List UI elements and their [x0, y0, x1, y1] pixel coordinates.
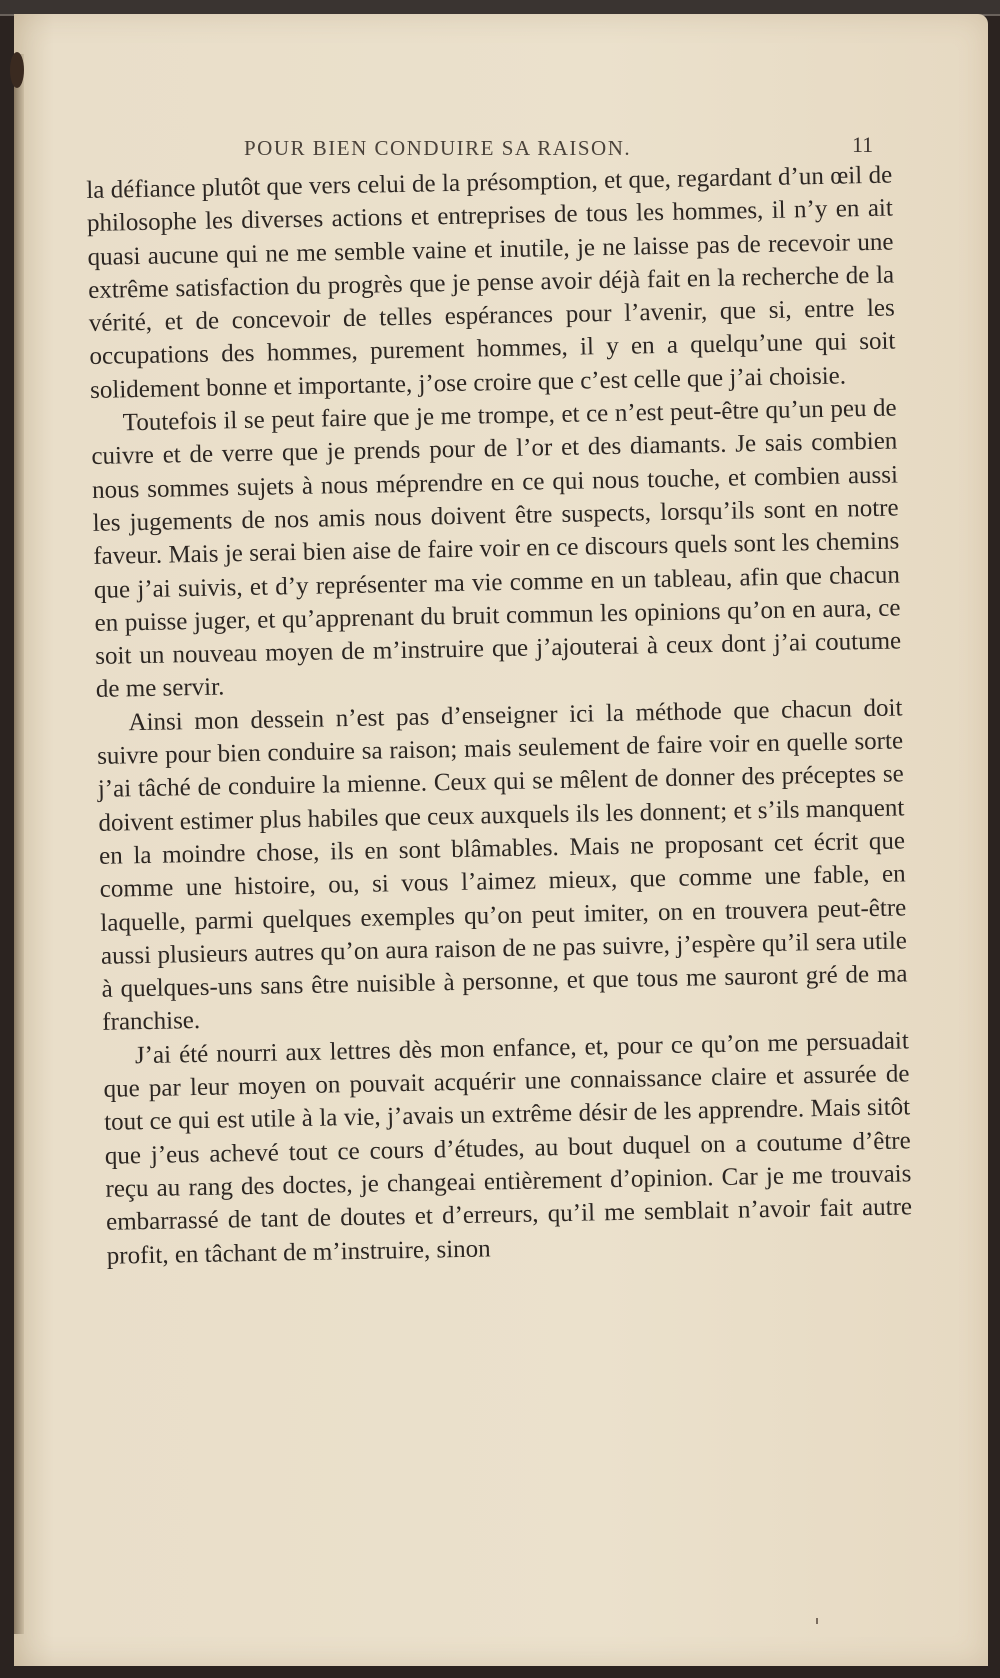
page-left-edge — [14, 54, 24, 1634]
paragraph-3: Ainsi mon dessein n’est pas d’enseigner ici la méthode que chacun doit suivre pour bien conduire sa raison; mais seulement de faire voir en quelle sorte j’ai tâché de conduire la mienne. Ceux qui se mêlent de donner des préceptes se doivent estimer plus habiles que ceux auxquels ils les donnent; et s’ils manquent en la moindre chose, ils en sont blâmables. Mais ne proposant cet écrit que comme une histoire, ou, si vous l’aimez mieux, que comme une fable, en laquelle, parmi quelques exemples qu’on peut imiter, on en trouvera peut-être aussi plusieurs autres qu’on aura raison de ne pas suivre, j’espère qu’il sera utile à quelques-uns sans être nuisible à personne, et que tous me sauront gré de ma franchise. — [96, 694, 908, 1037]
paragraph-1: la défiance plutôt que vers celui de la présomption, et que, regardant d’un œil de philosophe les diverses actions et entreprises de tous les hommes, il n’y en ait quasi aucune qui ne me semble vaine et inutile, je ne laisse pas de recevoir une extrême satisfaction du progrès que je pense avoir déjà fait en la recherche de la vérité, et de concevoir de telles espérances pour l’avenir, que si, entre les occupations des hommes, purement hommes, il y en a quelqu’une qui soit solidement bonne et importante, j’ose croire que c’est celle que j’ai choisie. — [86, 161, 896, 404]
book-page — [14, 14, 988, 1666]
paragraph-4: J’ai été nourri aux lettres dès mon enfance, et, pour ce qu’on me persuadait que par leur moyen on pouvait acquérir une connaissance claire et assurée de tout ce qui est utile à la vie, j’avais un extrême désir de les apprendre. Mais sitôt que j’eus achevé tout ce cours d’études, au bout duquel on a coutume d’être reçu au rang des doctes, je changeai entièrement d’opinion. Car je me trouvais embarrassé de tant de doutes et d’erreurs, qu’il me semblait n’avoir fait autre profit, en tâchant de m’instruire, sinon — [103, 1027, 913, 1270]
running-head-title: POUR BIEN CONDUIRE SA RAISON. — [244, 136, 632, 160]
binding-hole — [10, 52, 24, 88]
body-text — [86, 159, 913, 1273]
page-number: 11 — [852, 132, 874, 157]
paragraph-2: Toutefois il se peut faire que je me trompe, et ce n’est peut-être qu’un peu de cuivre et de verre que je prends pour de l’or et des diamants. Je sais combien nous sommes sujets à nous méprendre en ce qui nous touche, et combien aussi les jugements de nos amis nous doivent être suspects, lorsqu’ils sont en notre faveur. Mais je serai bien aise de faire voir en ce discours quels sont les chemins que j’ai suivis, et d’y représenter ma vie comme en un tableau, afin que chacun en puisse juger, et qu’apprenant du bruit commun les opinions qu’on en aura, ce soit un nouveau moyen de m’instruire que j’ajouterai à ceux dont j’ai coutume de me servir. — [91, 394, 902, 704]
ink-mark — [816, 1618, 818, 1624]
